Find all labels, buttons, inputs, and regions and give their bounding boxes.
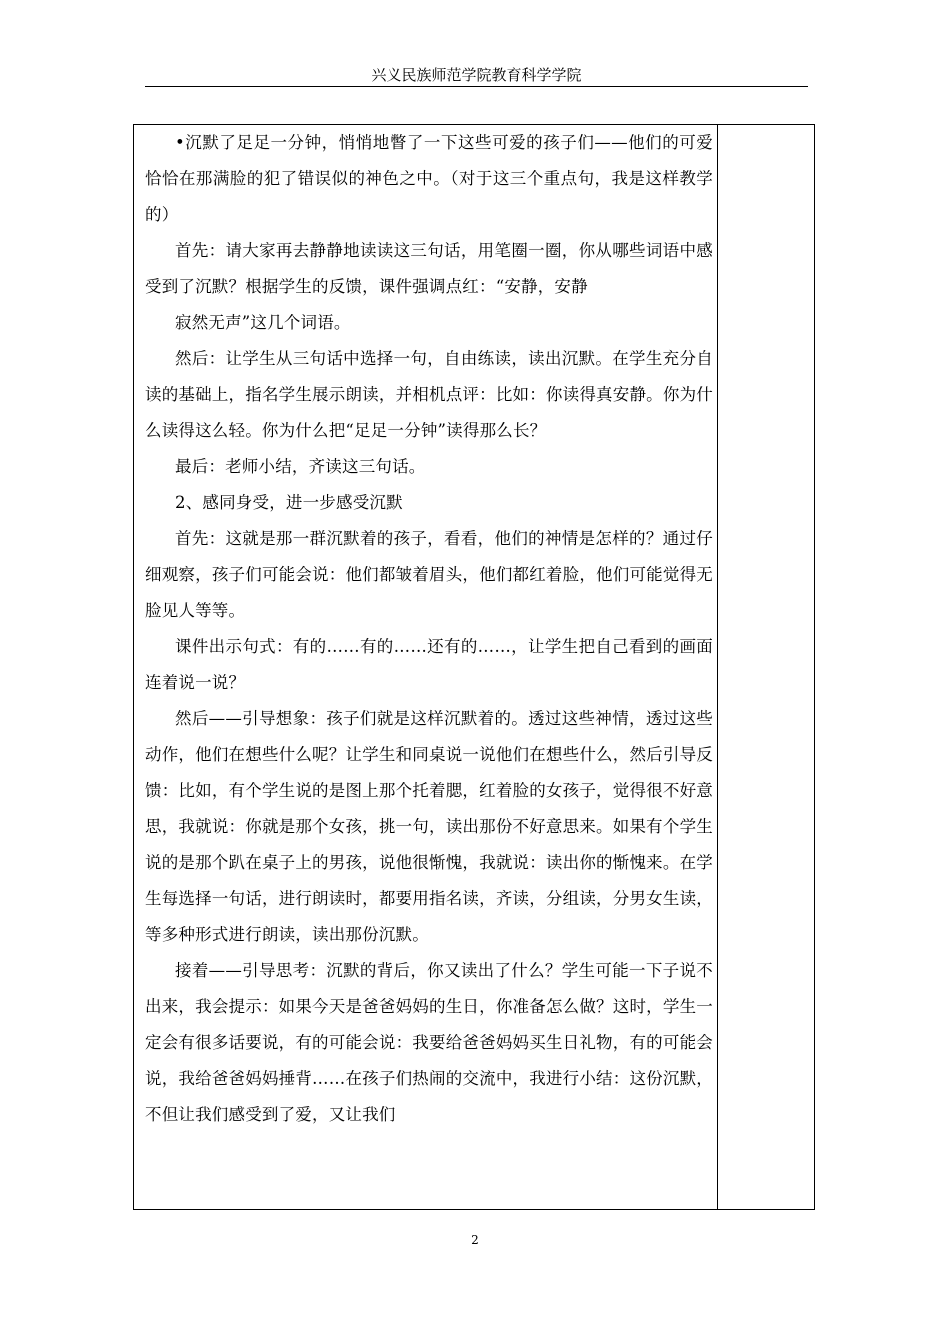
table-main-cell — [145, 125, 713, 1133]
paragraph-imagination: 然后——引导想象：孩子们就是这样沉默着的。透过这些神情，透过这些动作，他们在想些什么呢？让学生和同桌说一说他们在想些什么，然后引导反馈：比如，有个学生说的是图上那个托着腮，红着脸的女孩子，觉得很不好意思，我就说：你就是那个女孩，挑一句，读出那份不好意思来。如果有个学生说的是那个趴在桌子上的男孩，说他很惭愧，我就说：读出你的惭愧来。在学生每选择一句话，进行朗读时，都要用指名读，齐读，分组读，分男女生读，等多种形式进行朗读，读出那份沉默。 — [145, 709, 713, 944]
paragraph-sentence-pattern: 课件出示句式：有的……有的……还有的……，让学生把自己看到的画面连着说一说？ — [145, 637, 713, 692]
paragraph-first-step-continued: 寂然无声”这几个词语。 — [175, 313, 351, 332]
paragraph-observe: 首先：这就是那一群沉默着的孩子，看看，他们的神情是怎样的？通过仔细观察，孩子们可能会说：他们都皱着眉头，他们都红着脸，他们可能觉得无脸见人等等。 — [145, 529, 713, 620]
table-column-divider — [717, 125, 718, 1209]
page-header: 兴义民族师范学院教育科学学院 — [371, 66, 582, 84]
header-rule — [145, 86, 808, 87]
paragraph-finally-step: 最后：老师小结，齐读这三句话。 — [175, 457, 426, 476]
paragraph-first-step: 首先：请大家再去静静地读读这三句话，用笔圈一圈，你从哪些词语中感受到了沉默？根据学生的反馈，课件强调点红：“安静，安静 — [145, 241, 713, 296]
paragraph-reflection: 接着——引导思考：沉默的背后，你又读出了什么？学生可能一下子说不出来，我会提示：如果今天是爸爸妈妈的生日，你准备怎么做？这时，学生一定会有很多话要说，有的可能会说：我要给爸爸妈妈买生日礼物，有的可能会说，我给爸爸妈妈捶背……在孩子们热闹的交流中，我进行小结：这份沉默，不但让我们感受到了爱，又让我们 — [145, 961, 713, 1124]
paragraph-bullet-silence: •沉默了足足一分钟，悄悄地瞥了一下这些可爱的孩子们——他们的可爱恰恰在那满脸的犯了错误似的神色之中。（对于这三个重点句，我是这样教学的） — [145, 133, 713, 224]
content-table — [133, 124, 815, 1210]
page-number: 2 — [471, 1233, 479, 1247]
paragraph-then-step: 然后：让学生从三句话中选择一句，自由练读，读出沉默。在学生充分自读的基础上，指名学生展示朗读，并相机点评：比如：你读得真安静。你为什么读得这么轻。你为什么把“足足一分钟”读得那么长？ — [145, 349, 713, 440]
section-heading: 2、感同身受，进一步感受沉默 — [175, 493, 403, 512]
